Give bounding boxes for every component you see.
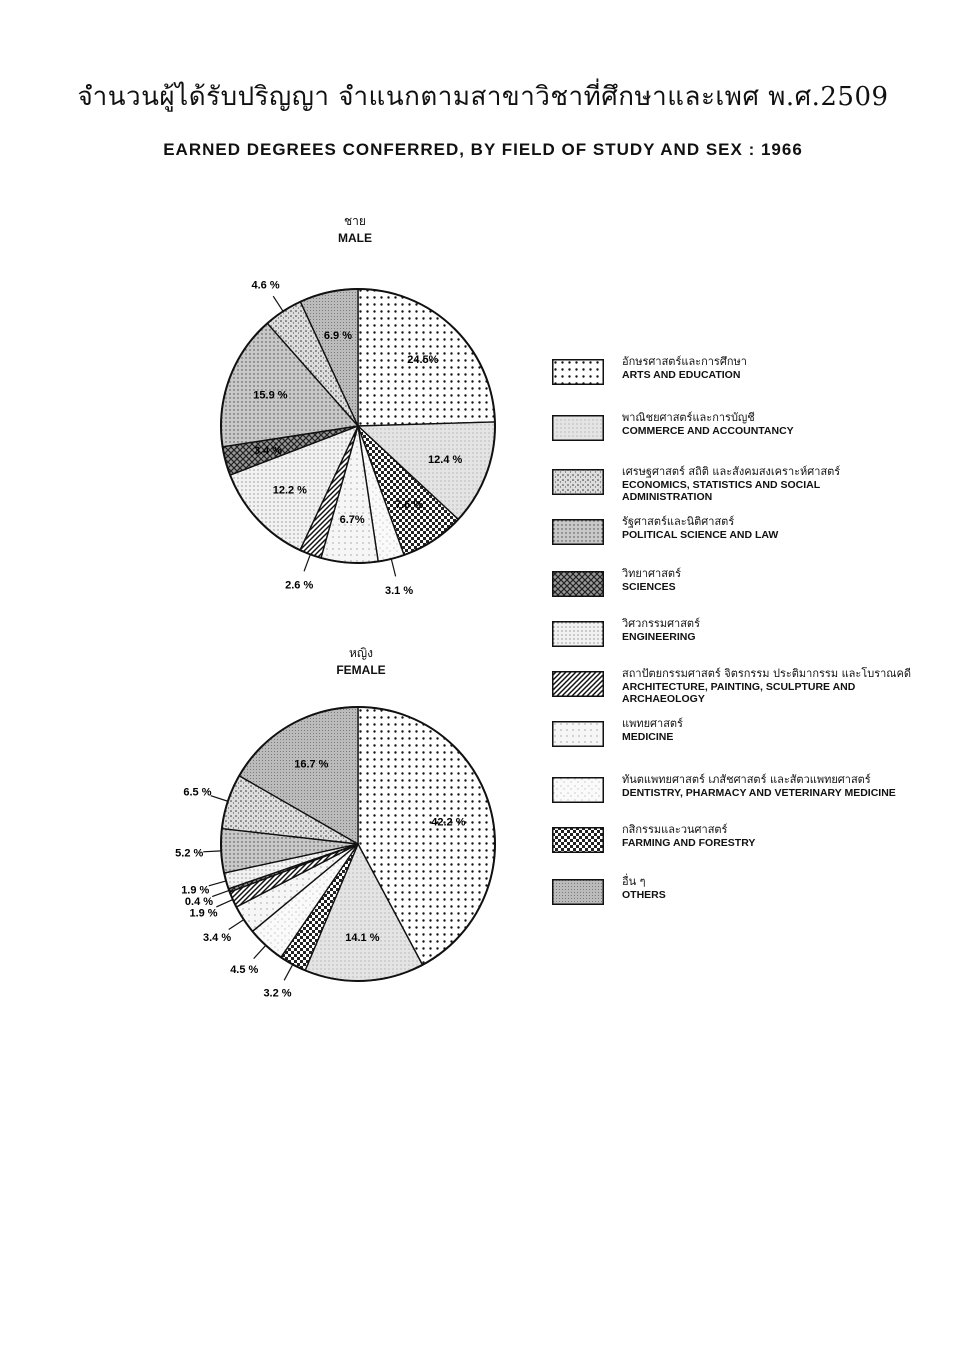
legend-swatch (552, 359, 604, 385)
legend-label: FARMING AND FORESTRY (622, 837, 756, 849)
legend-item (552, 667, 912, 717)
leader-line (391, 559, 395, 576)
legend-swatch (552, 827, 604, 853)
legend-swatch (552, 415, 604, 441)
legend-item (552, 823, 912, 873)
legend-label-thai: เศรษฐศาสตร์ สถิติ และสังคมสงเคราะห์ศาสตร์ (622, 465, 841, 478)
leader-line (209, 881, 226, 886)
leader-line (254, 945, 266, 958)
leader-line (216, 900, 232, 907)
leader-line (284, 964, 293, 980)
legend-item (552, 355, 912, 405)
legend-swatch (552, 469, 604, 495)
legend-label-thai: อักษรศาสตร์และการศึกษา (622, 355, 747, 368)
legend-item (552, 617, 912, 667)
legend-label-thai: รัฐศาสตร์และนิติศาสตร์ (622, 515, 735, 528)
chart-title-thai: จำนวนผู้ได้รับปริญญา จำแนกตามสาขาวิชาที่ศึกษาและเพศ พ.ศ.2509 (77, 82, 889, 112)
legend-swatch (552, 777, 604, 803)
legend-label-thai: อื่น ๆ (622, 875, 646, 888)
legend-swatch (552, 671, 604, 697)
slice-value-label: 4.6 % (251, 279, 280, 292)
legend-label: ECONOMICS, STATISTICS AND SOCIAL ADMINISTRATION (622, 479, 820, 503)
leader-line (229, 920, 244, 930)
legend-swatch (552, 721, 604, 747)
legend-swatch (552, 571, 604, 597)
legend-swatch (552, 519, 604, 545)
male-heading: MALE (338, 231, 372, 245)
slice-value-label: 0.4 % (184, 896, 214, 909)
slice-value-label: 3.4 % (202, 932, 232, 945)
slice-value-label: 6.9 % (323, 330, 353, 343)
slice-value-label: 15.9 % (253, 389, 288, 402)
leader-line (304, 554, 310, 571)
slice-value-label: 16.7 % (294, 758, 329, 771)
slice-value-label: 3.1 % (384, 584, 414, 597)
legend-label: SCIENCES (622, 581, 676, 593)
legend-item (552, 515, 912, 565)
slice-value-label: 1.9 % (189, 907, 218, 920)
legend-label: COMMERCE AND ACCOUNTANCY (622, 425, 794, 437)
legend-label-thai: แพทยศาสตร์ (622, 717, 683, 730)
slice-value-label: 7.6 % (395, 498, 424, 511)
legend-label-thai: ทันตแพทยศาสตร์ เภสัชศาสตร์ และสัตวแพทยศาสตร์ (622, 773, 871, 786)
chart-title: EARNED DEGREES CONFERRED, BY FIELD OF STUDY AND SEX : 1966 (163, 140, 803, 159)
slice-value-label: 6.5 % (183, 786, 212, 799)
legend-label: ENGINEERING (622, 631, 696, 643)
legend-label-thai: วิศวกรรมศาสตร์ (622, 617, 700, 630)
slice-value-label: 2.6 % (285, 579, 314, 592)
legend-label: ARCHITECTURE, PAINTING, SCULPTURE AND ARCHAEOLOGY (622, 681, 856, 705)
legend-label: OTHERS (622, 889, 666, 901)
legend-label-thai: สถาปัตยกรรมศาสตร์ จิตรกรรม ประติมากรรม และโบราณคดี (622, 667, 912, 680)
legend-item (552, 465, 912, 515)
legend-label: MEDICINE (622, 731, 674, 743)
slice-value-label: 3.2 % (263, 987, 292, 1000)
legend-swatch (552, 621, 604, 647)
legend-label-thai: วิทยาศาสตร์ (622, 567, 681, 580)
legend-label: ARTS AND EDUCATION (622, 369, 741, 381)
slice-value-label: 1.9 % (181, 884, 210, 897)
slice-value-label: 12.2 % (272, 484, 307, 497)
female-heading: FEMALE (336, 663, 386, 677)
leader-line (212, 890, 229, 896)
leader-line (273, 296, 283, 311)
slice-value-label: 42.2 % (431, 816, 466, 829)
legend-label: DENTISTRY, PHARMACY AND VETERINARY MEDICINE (622, 787, 896, 799)
legend-label-thai: พาณิชยศาสตร์และการบัญชี (622, 411, 755, 424)
female-pie (175, 707, 495, 1000)
leader-line (211, 796, 228, 802)
legend-item (552, 773, 912, 823)
legend-item (552, 717, 912, 767)
legend-label-thai: กสิกรรมและวนศาสตร์ (622, 823, 728, 836)
slice-value-label: 14.1 % (345, 932, 380, 945)
legend-label: POLITICAL SCIENCE AND LAW (622, 529, 779, 541)
legend-item (552, 567, 912, 617)
leader-line (203, 851, 221, 852)
slice-value-label: 24.5% (407, 354, 439, 367)
slice-value-label: 6.7% (339, 513, 365, 526)
female-heading-thai: หญิง (349, 646, 373, 660)
legend-swatch (552, 879, 604, 905)
slice-value-label: 4.5 % (230, 963, 259, 976)
slice-value-label: 12.4 % (428, 453, 463, 466)
slice-value-label: 3.4 % (253, 444, 283, 457)
male-pie (221, 280, 495, 597)
slice-value-label: 5.2 % (175, 847, 204, 860)
legend-item (552, 411, 912, 461)
male-heading-thai: ชาย (344, 214, 366, 228)
legend-item (552, 875, 912, 925)
